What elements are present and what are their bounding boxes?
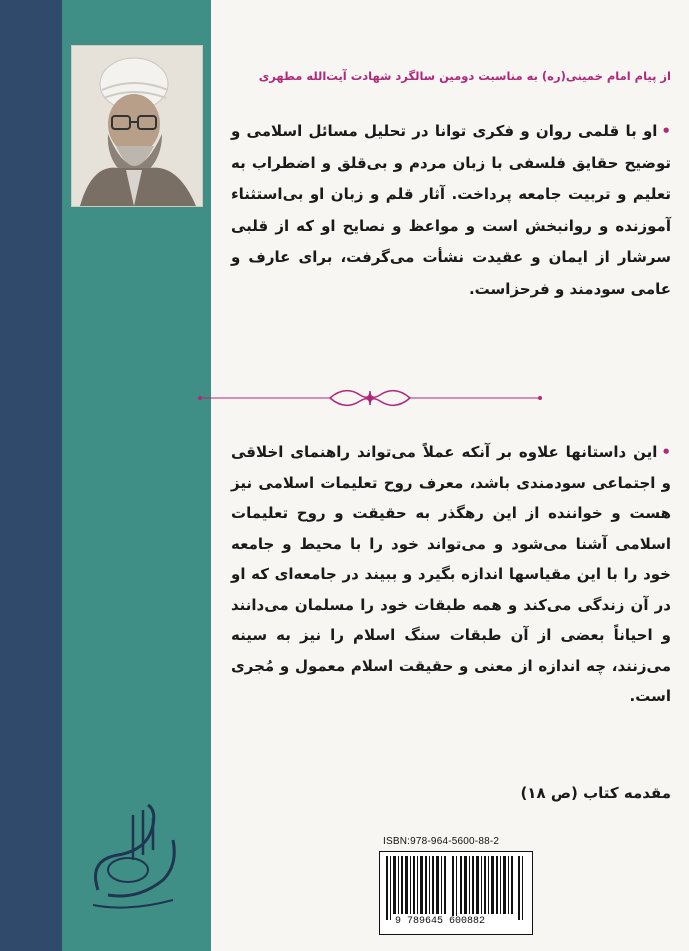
paragraph-1 (231, 116, 671, 305)
header-quote-source: از پیام امام خمینی(ره) به مناسبت دومین سالگرد شهادت آیت‌الله مطهری (258, 69, 671, 83)
calligraphic-publisher-logo-icon (78, 800, 188, 912)
paragraph-1-text: او با قلمی روان و فکری توانا در تحلیل مسائل اسلامی و توضیح حقایق فلسفی با زبان مردم و بی‌قلق و اضطراب به تعلیم و تربیت جامعه پرداخت. آثار قلم و زبان او بی‌استثناء آموزنده و روانبخش است و مواعظ و نصایح او که از قلبی سرشار از ایمان و عقیدت نشأت می‌گرفت، برای عارف و عامی سودمند و فرحزاست. (231, 122, 671, 298)
barcode-number: 9 789645 600882 (392, 916, 488, 927)
portrait-icon (72, 46, 202, 206)
isbn-label: ISBN:978-964-5600-88-2 (383, 836, 500, 847)
bullet-icon: • (661, 122, 671, 140)
author-portrait (71, 45, 203, 207)
blue-side-strip (0, 0, 62, 951)
paragraph-2-text: این داستانها علاوه بر آنکه عملاً می‌تواند راهنمای اخلاقی و اجتماعی سودمندی باشد، معرف روح تعلیمات اسلامی نیز هست و خواننده از این رهگذر به حقیقت و روح تعلیمات اسلامی آشنا می‌شود و می‌تواند خود را با محیط و جامعه خود را با این مقیاسها اندازه بگیرد و ببیند در جامعه‌ای که او در آن زندگی می‌کند و همه طبقات خود را مسلمان می‌دانند و احیاناً بعضی از آن طبقات سنگ اسلام را نیز به سینه می‌زنند، چه اندازه از معنی و حقیقت اسلام معمول و مُجری است. (231, 443, 671, 705)
bullet-icon: • (661, 443, 671, 461)
floral-divider-ornament-icon (190, 383, 550, 413)
paragraph-2 (231, 437, 671, 712)
source-note: مقدمه کتاب (ص ۱۸) (520, 784, 671, 802)
